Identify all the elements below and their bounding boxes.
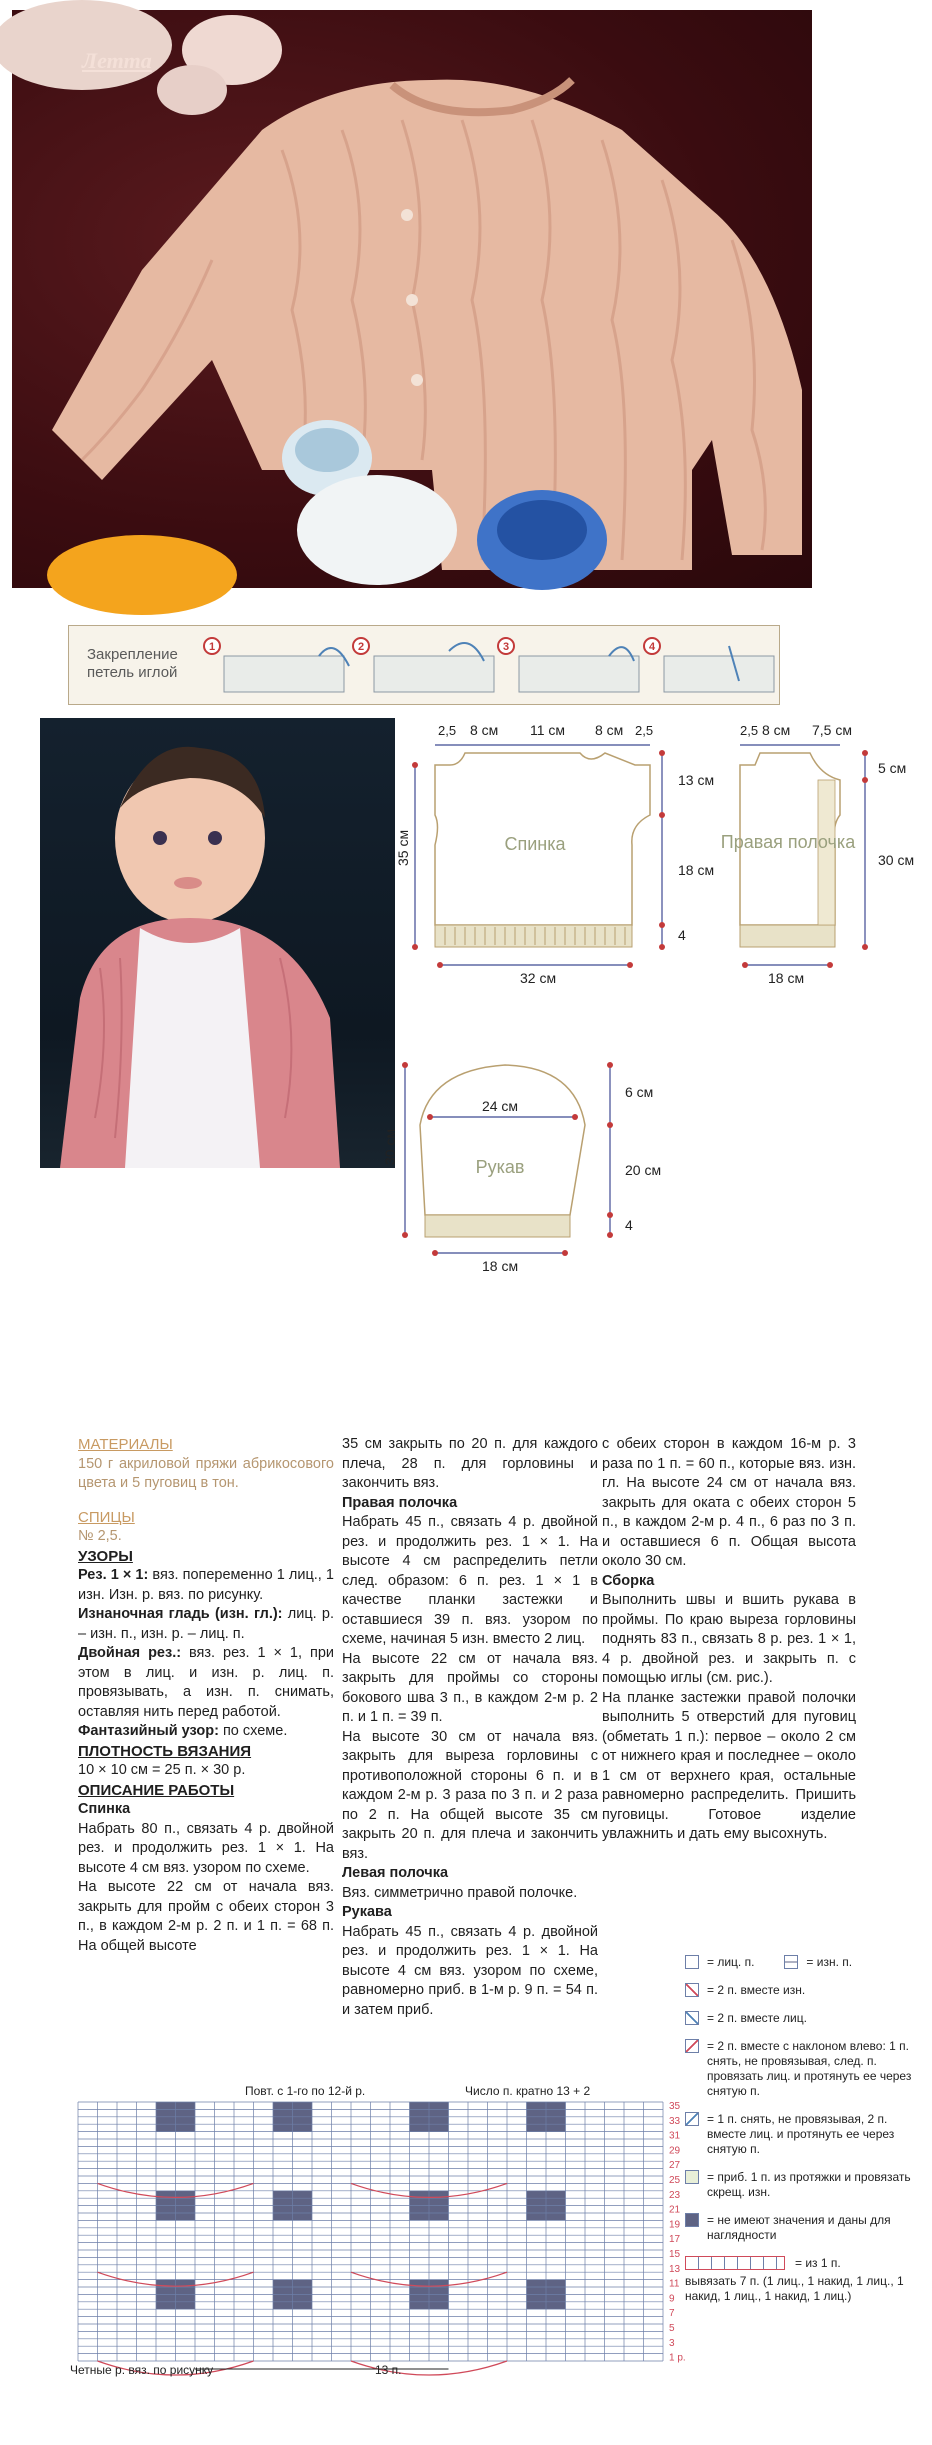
back-schematic: [395, 722, 714, 986]
row-number-label: 5: [669, 2323, 675, 2334]
right-text-3: На высоте 30 см от начала вяз. закрыть для выреза горловины с противоположной стороны 6 п. и в каждом 2-м р. 3 раза по 3 п. и 2 раза по 2 п. На общей высоте 35 см закрыть 20 п. для плеча и закончить вяз.: [342, 1728, 598, 1862]
schematics-svg: [382, 705, 930, 1325]
sk2p-symbol-icon: [685, 2112, 699, 2126]
legend-sk2p: = 1 п. снять, не провязывая, 2 п. вместе лиц. и протянуть ее через снятую п.: [685, 2112, 925, 2157]
chart-bottom-note: Четные р. вяз. по рисунку: [70, 2363, 214, 2377]
materials-heading: МАТЕРИАЛЫ: [78, 1436, 173, 1453]
front-name: Правая полочка: [720, 832, 856, 852]
front-top-0: 2,5: [740, 723, 759, 738]
step-3-label: 3: [502, 641, 510, 653]
legend-k2tog-purl: = 2 п. вместе изн.: [685, 1983, 925, 1998]
back-text-2: На высоте 22 см от начала вяз. закрыть для пройм с обеих сторон 3 п., в каждом 2-м р. 2 п. и 1 п. = 68 п. На общей высоте: [78, 1879, 334, 1954]
purl-symbol-icon: [784, 1955, 798, 1969]
back-right-0: 13 см: [678, 772, 715, 788]
row-number-label: 27: [669, 2160, 681, 2172]
row-number-label: 9: [669, 2293, 675, 2305]
sleeve-schematic: [382, 1062, 661, 1274]
density-heading: ПЛОТНОСТЬ ВЯЗАНИЯ: [78, 1742, 252, 1760]
back-text-1: Набрать 80 п., связать 4 р. двойной рез. и продолжить рез. 1 × 1. На высоте 4 см вяз. узором по схеме.: [78, 1820, 334, 1876]
chart-title-left: Повт. с 1-го по 12-й р.: [245, 2084, 366, 2098]
needle-steps-illustration: [69, 626, 781, 706]
step-1-label: 1: [208, 641, 216, 653]
row-number-label: 3: [669, 2337, 675, 2349]
pattern-rib: Рез. 1 × 1: вяз. попеременно 1 лиц., 1 изн. Изн. р. вяз. по рисунку.: [78, 1567, 334, 1603]
k2tog-purl-symbol-icon: [685, 1983, 699, 1997]
baby-photo: [40, 718, 395, 1168]
materials-text: 150 г акриловой пряжи абрикосового цвета и 5 пуговиц в тон.: [78, 1455, 334, 1491]
cardigan-photo: [12, 10, 812, 588]
row-number-label: 29: [669, 2145, 681, 2157]
k2tog-symbol-icon: [685, 2011, 699, 2025]
pattern-reverse: Изнаночная гладь (изн. гл.): лиц. р. – изн. п., изн. р. – лиц. п.: [78, 1606, 334, 1642]
front-top-2: 7,5 см: [812, 722, 852, 738]
row-number-label: 11: [669, 2278, 680, 2290]
text-column-2: [342, 1435, 598, 2020]
back-top-2: 11 см: [530, 722, 566, 738]
legend-increase: = приб. 1 п. из протяжки и провязать скрещ. изн.: [685, 2170, 925, 2200]
back-name: Спинка: [504, 834, 566, 854]
assembly-heading: Сборка: [602, 1572, 655, 1589]
back-right-2: 4: [678, 927, 686, 943]
back-heading: Спинка: [78, 1801, 131, 1817]
needle-technique-strip: [68, 625, 780, 705]
legend-no-stitch: = не имеют значения и даны для наглядности: [685, 2213, 925, 2243]
assembly-text-1: Выполнить швы и вшить рукава в проймы. По краю выреза горловины поднять 83 п., связать 8 р. рез. 1 × 1, 4 р. двойной рез. и закрыть п. с помощью иглы (см. рис.).: [602, 1592, 856, 1686]
row-number-label: 23: [669, 2189, 681, 2201]
legend-knit: = лиц. п.: [685, 1955, 754, 1970]
row-number-label: 13: [669, 2263, 681, 2275]
right-text-2: На высоте 22 см от начала вяз. закрыть для проймы со стороны бокового шва 3 п., в каждом 2-м р. 2 п. и 1 п. = 39 п.: [342, 1650, 598, 1725]
row-number-label: 35: [669, 2101, 681, 2112]
needles-heading: СПИЦЫ: [78, 1508, 135, 1526]
step-4-label: 4: [648, 641, 656, 653]
sleeve-text-2: с обеих сторон в каждом 16-м р. 3 раза по 1 п. = 60 п., которые вяз. изн. гл. На высоте 24 см от начала вяз. закрыть для оката с обеих сторон 5 п., в каждом 2-м р. 4 п., 6 раз по 3 п. и оставшиеся 6 п. Общая высота около 30 см.: [602, 1436, 856, 1569]
sleeve-right-0: 6 см: [625, 1084, 654, 1100]
left-heading: Левая полочка: [342, 1865, 449, 1881]
pattern-fancy: Фантазийный узор: по схеме.: [78, 1723, 288, 1739]
cardigan-illustration: [12, 10, 812, 588]
increase-symbol-icon: [685, 2170, 699, 2184]
chart-grid: [70, 2080, 690, 2380]
front-right-0: 5 см: [878, 760, 907, 776]
legend-from-one-detail: вывязать 7 п. (1 лиц., 1 накид, 1 лиц., 1 накид, 1 лиц., 1 накид, 1 лиц.): [685, 2274, 904, 2303]
row-number-label: 19: [669, 2219, 681, 2231]
brand-label: Летта: [82, 48, 152, 73]
back-text-3: 35 см закрыть по 20 п. для каждого плеча, 28 п. для горловины и закончить вяз.: [342, 1436, 598, 1491]
baby-illustration: [40, 718, 395, 1168]
ssk-symbol-icon: [685, 2039, 699, 2053]
legend-ssk: = 2 п. вместе с наклоном влево: 1 п. снять, не провязывая, след. п. провязать лиц. и протянуть ее через снятую п.: [685, 2039, 925, 2099]
sleeve-heading: Рукава: [342, 1904, 392, 1920]
back-bottom: 32 см: [520, 970, 557, 986]
text-column-1: [78, 1435, 334, 1956]
no-stitch-symbol-icon: [685, 2213, 699, 2227]
legend-from-one: = из 1 п.: [685, 2256, 925, 2271]
needle-caption: Закрепление петель иглой: [87, 646, 178, 681]
row-number-label: 21: [669, 2204, 681, 2216]
back-top-3: 8 см: [595, 722, 624, 738]
back-top-1: 8 см: [470, 722, 499, 738]
work-heading: ОПИСАНИЕ РАБОТЫ: [78, 1781, 235, 1799]
assembly-text-2: На планке застежки правой полочки выполнить 5 отверстий для пуговиц (обметать 1 п.): первое – около 2 см от нижнего края и последнее – около 1 см от верхнего края, остальные равномерно распределить. Пришить пуговицы. Готовое изделие увлажнить и дать ему высохнуть.: [602, 1689, 856, 1842]
sleeve-text-1: Набрать 45 п., связать 4 р. двойной рез. и продолжить рез. 1 × 1. На высоте 4 см вяз. узором по схеме, равномерно приб. в 1-м р. 9 п. = 54 п. и затем приб.: [342, 1923, 598, 2018]
front-top-1: 8 см: [762, 722, 791, 738]
knit-symbol-icon: [685, 1955, 699, 1969]
patterns-heading: УЗОРЫ: [78, 1547, 133, 1565]
legend-purl: = изн. п.: [784, 1955, 852, 1970]
sleeve-right-2: 4: [625, 1217, 633, 1233]
row-number-label: 1 р.: [669, 2352, 686, 2364]
row-number-label: 33: [669, 2115, 681, 2127]
row-number-label: 15: [669, 2249, 681, 2260]
right-heading: Правая полочка: [342, 1494, 458, 1511]
right-text-1: Набрать 45 п., связать 4 р. двойной рез. и продолжить рез. 1 × 1. На высоте 4 см распределить петли след. образом: 6 п. рез. 1 × 1 в качестве планки застежки и оставшиеся 39 п. вяз. узором по схеме, начиная 5 изн. вместо 2 лиц.: [342, 1514, 598, 1647]
chart-repeat-label: 13 п.: [375, 2363, 402, 2377]
row-number-label: 7: [669, 2308, 675, 2320]
step-2-label: 2: [357, 641, 365, 653]
knitting-chart: [70, 2080, 690, 2380]
sleeve-name: Рукав: [475, 1157, 525, 1177]
back-top-4: 2,5: [635, 723, 654, 738]
needles-text: № 2,5.: [78, 1528, 122, 1544]
sleeve-top: 24 см: [481, 1098, 519, 1114]
front-bottom: 18 см: [768, 970, 805, 986]
sleeve-bottom: 18 см: [482, 1258, 519, 1274]
sleeve-right-1: 20 см: [625, 1162, 662, 1178]
pattern-double-rib: Двойная рез.: вяз. рез. 1 × 1, при этом в лиц. и изн. р. лиц. п. провязывать, а изн. п. снимать, оставляя нить перед работой.: [78, 1645, 335, 1720]
legend-k2tog: = 2 п. вместе лиц.: [685, 2011, 925, 2026]
pattern-diagrams: [382, 705, 930, 1325]
text-column-3: [602, 1435, 856, 1845]
back-right-1: 18 см: [678, 862, 715, 878]
sleeve-left: 30 см: [382, 1128, 398, 1165]
row-number-label: 17: [669, 2234, 681, 2246]
density-text: 10 × 10 см = 25 п. × 30 р.: [78, 1762, 246, 1778]
row-number-label: 25: [669, 2175, 681, 2186]
chart-legend: [685, 1955, 925, 2317]
chart-title-right: Число п. кратно 13 + 2: [465, 2084, 591, 2098]
row-number-label: 31: [669, 2130, 681, 2142]
front-schematic: [721, 722, 914, 986]
from-one-symbol-icon: [685, 2256, 785, 2270]
front-right-1: 30 см: [878, 852, 915, 868]
back-top-0: 2,5: [438, 723, 457, 738]
left-text: Вяз. симметрично правой полочке.: [342, 1884, 578, 1901]
back-left: 35 см: [395, 829, 411, 866]
